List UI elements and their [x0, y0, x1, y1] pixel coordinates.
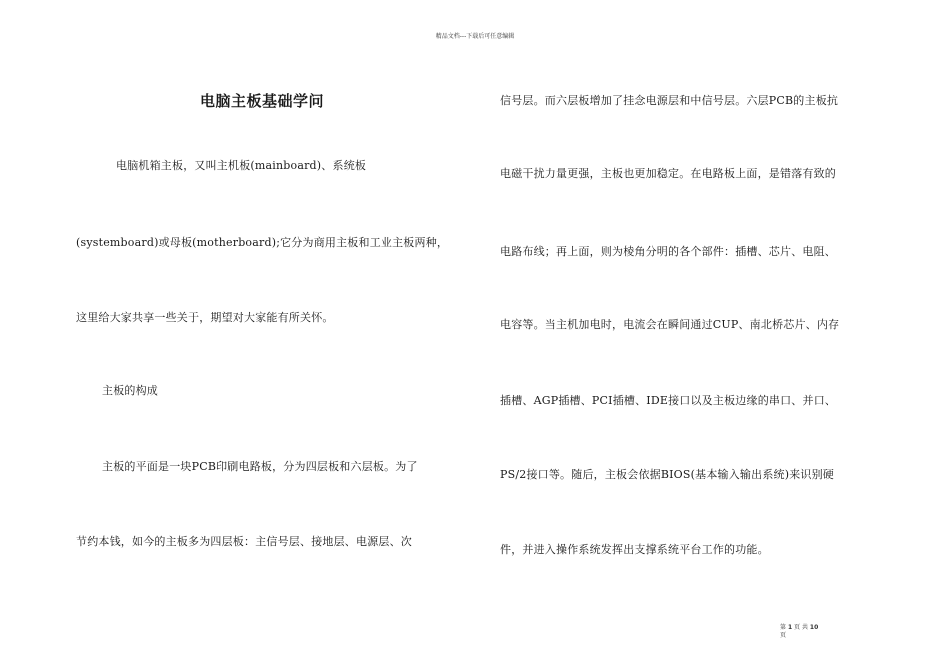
paragraph-line: 电脑机箱主板，又叫主机板(mainboard)、系统板	[116, 159, 367, 172]
paragraph-line: 插槽、AGP插槽、PCI插槽、IDE接口以及主板边缘的串口、并口、	[500, 394, 837, 407]
page-number	[780, 624, 835, 640]
paragraph-line: 电容等。当主机加电时，电流会在瞬间通过CUP、南北桥芯片、内存	[500, 318, 840, 331]
total-pages: 10	[809, 624, 819, 631]
paragraph-line: (systemboard)或母板(motherboard);它分为商用主板和工业主板两种，	[76, 236, 449, 249]
paragraph-line: 这里给大家共享一些关于，期望对大家能有所关怀。	[76, 311, 334, 324]
page-suffix: 页	[780, 632, 787, 639]
section-heading: 主板的构成	[102, 384, 158, 397]
paragraph-line: 信号层。而六层板增加了挂念电源层和中信号层。六层PCB的主板抗	[500, 94, 839, 107]
document-title: 电脑主板基础学问	[199, 92, 324, 110]
paragraph-line: 主板的平面是一块PCB印刷电路板，分为四层板和六层板。为了	[102, 460, 418, 473]
page-prefix: 第	[780, 624, 787, 631]
page-header: 精品文档---下载后可任意编辑	[435, 33, 515, 40]
paragraph-line: 电磁干扰力量更强，主板也更加稳定。在电路板上面，是错落有致的	[500, 167, 836, 180]
current-page: 1	[787, 624, 793, 631]
page-middle: 页 共	[794, 624, 808, 631]
paragraph-line: 件，并进入操作系统发挥出支撑系统平台工作的功能。	[500, 543, 769, 556]
paragraph-line: PS/2接口等。随后，主板会依据BIOS(基本输入输出系统)来识别硬	[500, 468, 835, 481]
paragraph-line: 电路布线；再上面，则为棱角分明的各个部件：插槽、芯片、电阻、	[500, 245, 836, 258]
paragraph-line: 节约本钱，如今的主板多为四层板：主信号层、接地层、电源层、次	[76, 535, 412, 548]
